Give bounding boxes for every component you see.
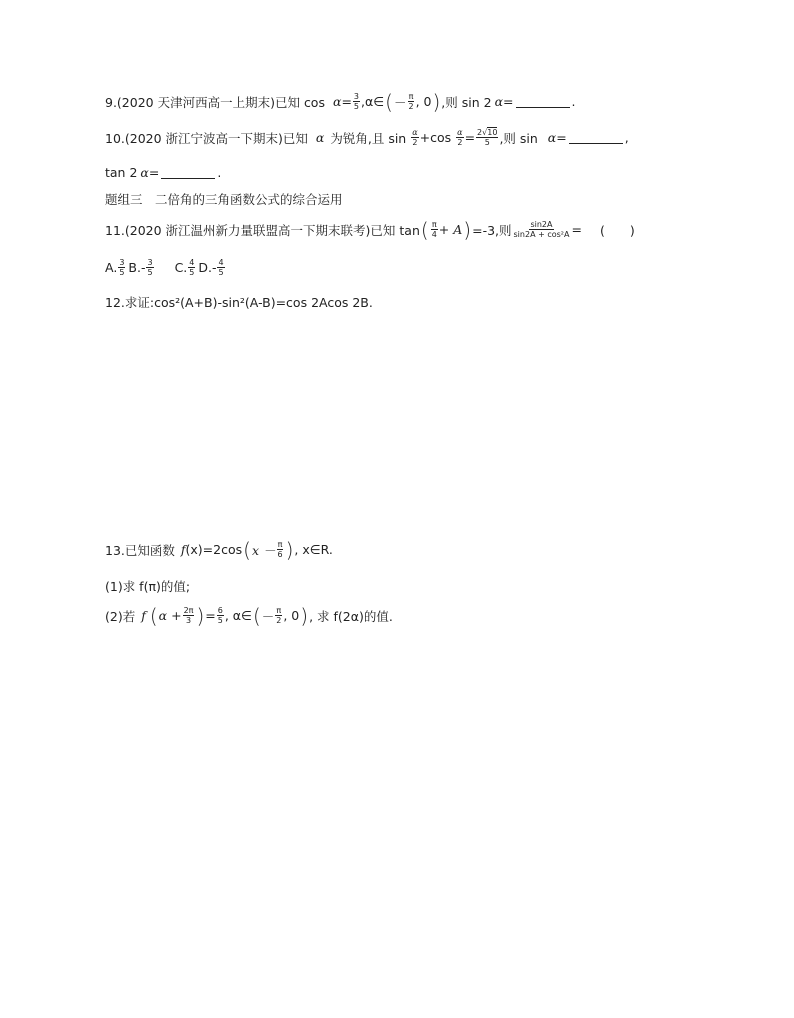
q10-eq: = [464,130,476,145]
q9-alpha2: α [494,94,504,109]
q10-frac-sqrt10-5: $\frac{2√10}{5}$ [477,128,498,147]
q13-f: f [180,542,186,557]
q13-prefix: 13.已知函数 [105,542,175,558]
q9-then: ,则 sin 2 [441,94,492,110]
q13-p2-lparen2: ( [252,603,261,628]
q9-prefix: 9.(2020 天津河西高一上期末)已知 cos [105,94,325,110]
q11-frac-sin2a: $\frac{\sin 2A}{\text{sin2A + cos²A}}$ [513,220,570,239]
q9-eq2: = [503,94,514,109]
q9-in: α∈ [365,94,385,109]
q11-opt-c-frac: $\frac{4}{5}$ [189,258,195,277]
q13-p2-lparen: ( [149,603,158,628]
q11-opt-b-label[interactable]: B.- [128,260,146,275]
q13-rparen: ) [285,537,294,562]
section-title: 题组三 二倍角的三角函数公式的综合运用 [105,192,343,207]
q10-comma: , [624,130,629,145]
q10-alpha3: α [140,165,149,180]
q11-plusA: + A [438,222,463,237]
q13-p2-rparen2: ) [300,603,309,628]
q11-lparen: ( [420,217,429,242]
q11-opt-d-label[interactable]: D.- [198,260,217,275]
q9-rparen: ) [432,89,441,114]
q10-answer-blank-1[interactable] [569,132,623,144]
q13-p2-tail: , 求 f(2α)的值. [309,608,393,624]
q13-p2-minus: － [261,608,275,624]
q9-zero: , 0 [415,94,432,109]
q13-frac-pi-6: $\frac{\pi}{6}$ [277,540,283,559]
q10-plus: +cos [419,130,452,145]
question-13-part-1: (1)求 f(π)的值; [105,579,191,594]
q13-p2-in: , α∈ [224,608,252,623]
q13-p2-prefix: (2)若 [105,608,136,624]
q11-opt-b-frac: $\frac{3}{5}$ [147,258,153,277]
q10-frac-a-2b: $\frac{\alpha}{2}$ [457,128,463,147]
q10-prefix: 10.(2020 浙江宁波高一下期末)已知 [105,130,308,146]
q13-p2-rparen: ) [196,603,205,628]
q9-comma: , [361,94,365,109]
q13-fx: (x)=2cos [185,542,243,557]
q9-frac-3-5: $\frac{3}{5}$ [353,92,360,111]
q10-frac-a-2: $\frac{\alpha}{2}$ [412,128,418,147]
q10-answer-blank-2[interactable] [161,167,215,179]
q13-lparen: ( [243,537,251,562]
question-9 [105,89,576,114]
q10-eq3: = [148,165,160,180]
q10-alpha2: α [547,130,557,145]
q10-tan: tan 2 [105,165,138,180]
q9-alpha: α [332,94,342,109]
q11-eq: =-3,则 [472,222,512,238]
q13-p2-eq: = [205,608,216,623]
q13-p2-zero: , 0 [283,608,300,623]
q10-alpha: α [315,130,325,145]
q13-p2-f: f [141,608,146,623]
question-11-options [105,258,226,277]
q10-then: ,则 sin [499,130,538,146]
q10-mid: 为锐角,且 sin [330,130,407,146]
question-10-line-2 [105,165,221,180]
q11-frac-pi-4: $\frac{\pi}{4}$ [431,220,437,239]
q11-prefix: 11.(2020 浙江温州新力量联盟高一下期末联考)已知 tan [105,222,420,238]
q13-tail: , x∈R. [294,542,333,557]
question-12: 12.求证:cos²(A+B)-sin²(A-B)=cos 2Acos 2B. [105,295,373,310]
q9-eq: = [341,94,352,109]
q13-x: x － [251,542,276,558]
q11-opt-c-label[interactable]: C. [174,260,188,275]
q13-p2-alpha: α + [158,608,182,623]
q11-answer-paren[interactable]: ( ) [599,222,635,238]
question-10 [105,128,629,147]
q11-eq2: = [571,222,582,237]
q10-eq2: = [556,130,567,145]
q13-p2-frac-2pi-3: $\frac{2\pi}{3}$ [183,606,194,625]
question-13 [105,537,333,562]
q11-opt-a-frac: $\frac{3}{5}$ [119,258,125,277]
q13-p2-frac-6-5: $\frac{6}{5}$ [217,606,223,625]
q11-rparen: ) [463,217,472,242]
q10-end: . [217,165,222,180]
q11-opt-a-label[interactable]: A. [105,260,118,275]
q9-frac-pi-2: $\frac{\pi}{2}$ [408,92,414,111]
q9-lparen: ( [385,89,393,114]
question-11 [105,217,635,242]
q11-opt-d-frac: $\frac{4}{5}$ [218,258,224,277]
q13-p2-frac-pi-2: $\frac{\pi}{2}$ [276,606,282,625]
q9-minus: － [393,94,407,110]
q9-end: . [571,94,576,109]
question-13-part-2 [105,603,393,628]
q9-answer-blank[interactable] [516,96,570,108]
